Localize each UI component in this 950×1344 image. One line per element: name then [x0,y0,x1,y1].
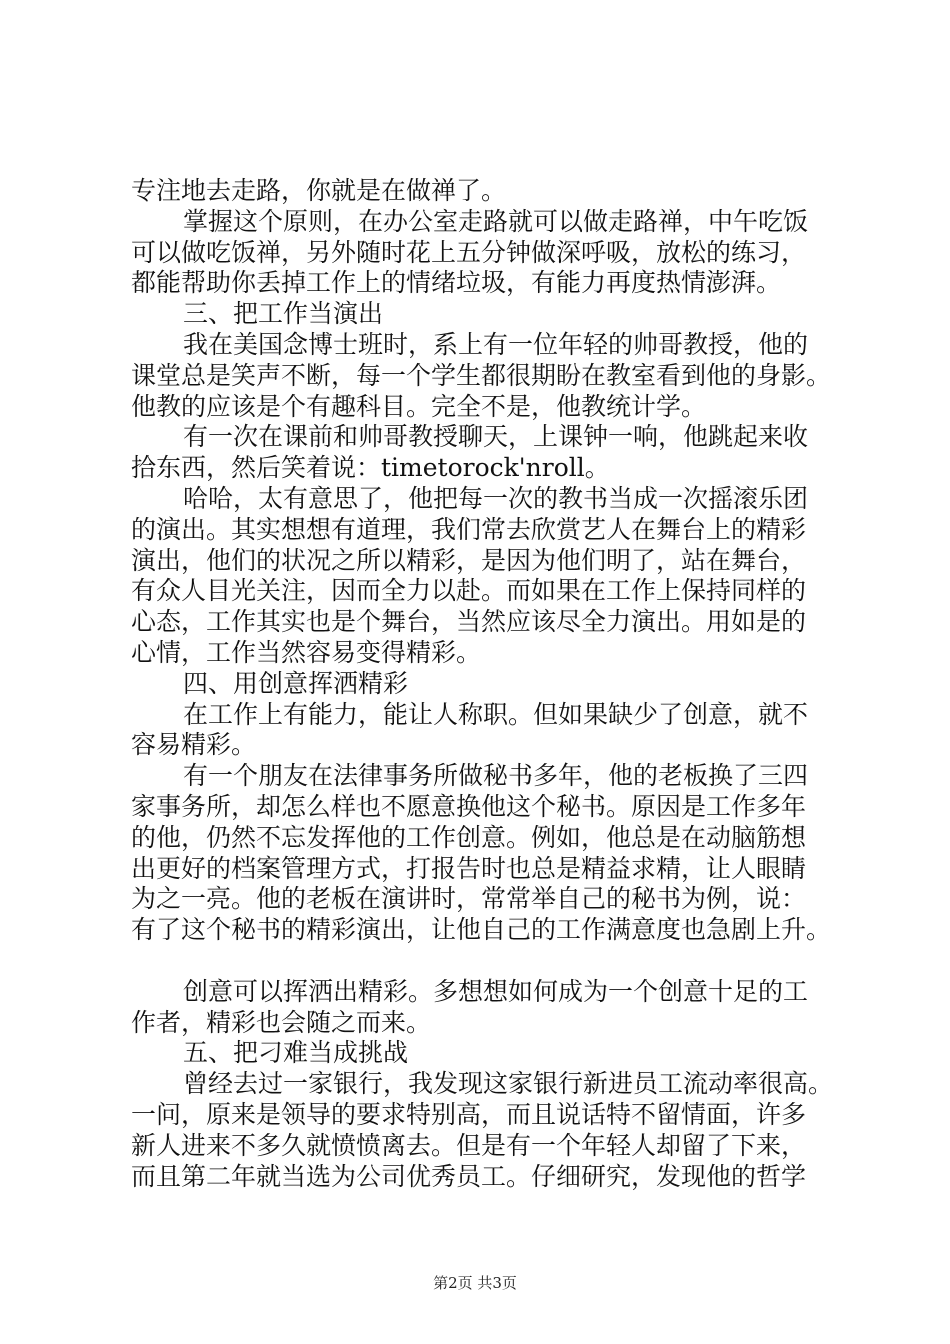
text-line: 演出，他们的状况之所以精彩，是因为他们明了，站在舞台， [131,545,807,575]
text-line: 心情，工作当然容易变得精彩。 [131,637,482,667]
text-line: 掌握这个原则，在办公室走路就可以做走路禅，中午吃饭 [183,206,809,236]
text-line: 的演出。其实想想有道理，我们常去欣赏艺人在舞台上的精彩 [131,514,807,544]
text-line: 有一次在课前和帅哥教授聊天，上课钟一响，他跳起来收 [183,422,809,452]
text-line: 课堂总是笑声不断，每一个学生都很期盼在教室看到他的身影。 [131,360,832,390]
text-line: 五、把刁难当成挑战 [183,1038,409,1068]
text-line: 有一个朋友在法律事务所做秘书多年，他的老板换了三四 [183,761,809,791]
text-line: 家事务所，却怎么样也不愿意换他这个秘书。原因是工作多年 [131,791,807,821]
text-line: 新人进来不多久就愤愤离去。但是有一个年轻人却留了下来， [131,1130,807,1160]
text-line: 作者，精彩也会随之而来。 [131,1007,432,1037]
text-line: 有了这个秘书的精彩演出，让他自己的工作满意度也急剧上升。 [131,915,832,945]
text-line: 我在美国念博士班时，系上有一位年轻的帅哥教授，他的 [183,329,809,359]
text-line: 容易精彩。 [131,730,257,760]
page-number: 第2页 共3页 [433,1274,517,1292]
text-line: 出更好的档案管理方式，打报告时也总是精益求精，让人眼睛 [131,853,807,883]
text-line: 拾东西，然后笑着说：timetorock'nroll。 [131,453,610,483]
text-line: 他教的应该是个有趣科目。完全不是，他教统计学。 [131,391,707,421]
text-line: 专注地去走路，你就是在做禅了。 [131,176,507,205]
text-line: 在工作上有能力，能让人称职。但如果缺少了创意，就不 [183,699,809,729]
text-line: 四、用创意挥洒精彩 [183,668,409,698]
text-line: 的他，仍然不忘发挥他的工作创意。例如，他总是在动脑筋想 [131,822,807,852]
text-line: 可以做吃饭禅，另外随时花上五分钟做深呼吸，放松的练习， [131,237,807,267]
text-line: 都能帮助你丢掉工作上的情绪垃圾，有能力再度热情澎湃。 [131,268,782,298]
text-line: 曾经去过一家银行，我发现这家银行新进员工流动率很高。 [183,1069,834,1099]
document-body [131,176,834,1192]
text-line: 创意可以挥洒出精彩。多想想如何成为一个创意十足的工 [183,976,809,1006]
blank-line [131,946,821,977]
text-line: 一问，原来是领导的要求特别高，而且说话特不留情面，许多 [131,1099,807,1129]
text-line: 三、把工作当演出 [183,299,384,329]
text-line: 而且第二年就当选为公司优秀员工。仔细研究，发现他的哲学 [131,1161,807,1191]
page-footer [0,1272,950,1293]
text-line: 心态，工作其实也是个舞台，当然应该尽全力演出。用如是的 [131,607,807,637]
text-line: 为之一亮。他的老板在演讲时，常常举自己的秘书为例，说： [131,884,807,914]
text-line: 哈哈，太有意思了，他把每一次的教书当成一次摇滚乐团 [183,483,809,513]
text-line: 有众人目光关注，因而全力以赴。而如果在工作上保持同样的 [131,576,807,606]
